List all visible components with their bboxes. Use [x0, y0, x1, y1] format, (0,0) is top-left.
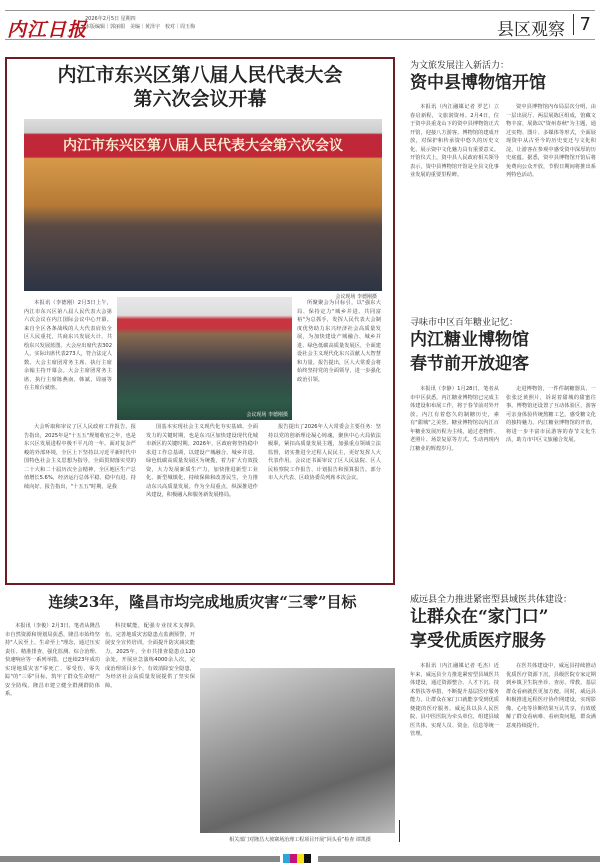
newspaper-logo: 内江日报 [7, 19, 88, 41]
lead-bottom-col-2: 国基本实现社会主义现代化夯实基础、全面发力的关键时期，也是东兴区加快建设现代化城市新区的关键时期。2026年，区政府将坚持稳中求进工作总基调，以建设产城融合、城乡并进、绿色低碳高质量发展区为统揽，着力扩大有效投资，大力发展新质生产力，加快推进新型工业化、新型城镇化，持续保障和改善民生，全力推动东兴高质量发展。作为全局重点，纵深推进作风建设，积极融入和服务新发展格局。 [146, 424, 258, 498]
issue-date: 2026年2月5日 星期四 [85, 16, 136, 22]
museum-headline: 资中县博物馆开馆 [410, 73, 546, 93]
health-headline-line2: 享受优质医疗服务 [410, 631, 546, 651]
lead-headline [7, 63, 393, 111]
lead-bottom-col-3: 报告提出了2026年人大常委会主要任务：坚持以党的创新理论凝心铸魂，聚焦中心大局依法履职，紧扣高质量发展主题，加强重点领域立法监督，切实推进全过程人民民主，更好发挥人大代表作用。会议还书面审议了区人民法院、区人民检察院工作报告、计划报告和预算报告。部分市人大代表、区政协委员列席本次会议。 [268, 424, 381, 481]
lead-headline-line1: 内江市东兴区第八届人民代表大会 [57, 64, 343, 86]
banner-text: 内江市东兴区第八届人民代表大会第六次会议 [63, 138, 343, 154]
longchang-col-2: 科技赋能，配强专业技术支撑队伍，完善地质灾害隐患点监测预警，开展安全宣传培训，全面提升防灾减灾能力。2025年，全市共排查隐患点120余处，开展应急演练4000余人次，完成治理项目多个，有效消除安全隐患，为经济社会高质量发展提供了坚实保障。 [105, 623, 195, 689]
sugar-headline-line1: 内江糖业博物馆 [410, 330, 529, 350]
issue-meta [85, 15, 195, 31]
photo-credit: 会议现场 李德刚摄 [335, 294, 377, 300]
health-col-1: 本报讯（内江融媒记者 毛杰）近年来，威远县全力推进紧密型县域医共体建设，通过资源整合、人才下沉、技术帮扶等举措，不断提升基层医疗服务能力，让群众在家门口就能享受到优质便捷的医疗服务。威远县以县人民医院、县中医医院为牵头单位，组建县域医共体，实现人员、资金、信息等统一管理。 [410, 663, 499, 737]
health-headline-line1: 让群众在“家门口” [410, 607, 549, 627]
magenta-swatch [290, 854, 297, 863]
page-number: 7 [573, 14, 591, 35]
lead-second-photo [117, 297, 292, 420]
divider [399, 820, 400, 842]
photo2-credit: 会议现场 李德刚摄 [246, 412, 288, 418]
museum-kicker: 为文旅发展注入新活力： [410, 61, 510, 71]
yellow-swatch [297, 854, 304, 863]
longchang-photo [200, 668, 395, 833]
lead-article [5, 57, 395, 585]
sugar-museum-article [410, 315, 596, 570]
lead-bottom-col-1: 大会听取和审议了区人民政府工作报告。报告指出，2025年是"十五五"规划收官之年，也是东兴区发展进程中极不平凡的一年。面对复杂严峻的外部环境，全区上下坚持以习近平新时代中国特色社会主义思想为指导，全面贯彻落实党的二十大和二十届历次全会精神，全区地区生产总值增长5.6%，经济运行总体平稳、稳中有进、持续向好。报告指出，"十五五"时期，是我 [24, 424, 136, 490]
lead-col-3: 所聚聚会为目标引，以"强东大局、保持定力"城乡并进、共同富裕"为总抓手，发挥人民代表大会制度优势助力东兴经济社会高质量发展，为加快建设产城融合、城乡并进、绿色低碳高质量发展区，全面建设社会主义现代化东兴贡献人大智慧和力量。报告提出，区人大常委会将始终坚持党的全面领导，进一步强化政治引领。 [297, 300, 381, 383]
museum-col-1: 本报讯（内江融媒记者 罗艺）立春启新程，文旅润资州。2月4日，位于资中县重龙山下的资中县博物馆正式开馆，迎接八方游客。博物馆的建成开放，对保护和传承资中悠久的历史文化、展示资中文化魅力具有重要意义。开馆仪式上，资中县人民政府相关领导表示，资中县博物馆开馆是全县文化事业发展的重要里程碑。 [410, 104, 499, 178]
print-bar-left [0, 856, 280, 862]
longchang-col-1: 本报讯（李俊）2月3日，笔者从隆昌市自然资源和规划局获悉，隆昌市始终坚持"人民至上、生命至上"理念，通过压实责任、精准排查、强化监测、综合治理、快速响应等一系列举措，已连续23年成功实现地质灾害"零死亡、零受伤、零失踪"的"三零"目标，筑牢了群众生命财产安全防线。隆昌市建立健全群测群防体系。 [5, 623, 100, 697]
sugar-kicker: 寻味市中区百年糖业记忆： [410, 318, 519, 328]
sugar-col-1: 本报讯（李静）1月28日，笔者从市中区获悉，内江糖业博物馆已完成主体建设和布展工作，将于春节前对外开放。内江有着悠久的制糖历史，素有"甜城"之美誉。糖业博物馆以内江百年糖业发展历程为主线，通过老物件、老照片、场景复原等方式，生动再现内江糖业的辉煌岁月。 [410, 386, 499, 452]
section-title: 县区观察 [497, 20, 565, 40]
longchang-headline: 连续23年，隆昌市均完成地质灾害“三零”目标 [48, 593, 357, 611]
longchang-photo-caption: 相关部门对隆昌大坡寨场治理工程项目开展“回头看”检查 谭凯摄 [229, 837, 371, 843]
sugar-col-2: 走进博物馆，一件件制糖器具、一张张泛黄照片，诉说着甜城的甜蜜往事。博物馆还设置了互动体验区，游客可亲身体验传统熬糖工艺，感受糖文化的独特魅力。内江糖业博物馆的开放，将进一步丰富市民游客的春节文化生活，助力市中区文旅融合发展。 [506, 386, 596, 443]
print-bar-right [318, 856, 600, 862]
health-article [410, 592, 596, 842]
cyan-swatch [283, 854, 290, 863]
lead-banner-photo [24, 119, 382, 291]
masthead [5, 10, 595, 40]
lead-col-1: 本报讯（李德刚）2月3日上午，内江市东兴区第八届人民代表大会第六次会议在内江国际会议中心开幕。来自全区各条战线的人大代表肩负全区人民重托，共商东兴发展大计，共绘东兴发展蓝图。大会应出席代表302人，实际出席代表273人，符合法定人数。大会主席团常务主席、执行主席余翰主持开幕会。大会主席团常务主席、执行主席陈燕南、韩斌、周丽等在主席台就座。 [24, 300, 112, 391]
black-swatch [304, 854, 311, 863]
museum-col-2: 资中县博物馆内布局层次分明，由一层出展厅、两层展陈区组成，馆藏文物丰富，展陈以"资州春秋"为主题，通过实物、图片、多媒体等形式，全面展现资中从古至今的历史变迁与文化积淀，让游客在参观中感受资中深厚的历史底蕴。据悉，资中县博物馆开馆后将免费向公众开放，节假日期间将推出系列特色活动。 [506, 104, 596, 178]
staff-credits: 本版编辑｜郭丽娟 美编｜黄泽宇 校对｜周玉梅 [85, 24, 196, 30]
health-col-2: 在医共体建设中，威远县持续推动优质医疗资源下沉，县级医院专家定期到乡镇卫生院坐诊、查房、带教，基层群众看病就医更加方便。同时，威远县积极推进远程医疗协作网建设，实现影像、心电等诊断结果互认共享，有效缓解了群众看病难、看病贵问题，群众满意度持续提升。 [506, 663, 596, 729]
health-kicker: 威远县全力推进紧密型县域医共体建设： [410, 595, 573, 605]
museum-article [410, 58, 596, 298]
sugar-headline-line2: 春节前开放迎客 [410, 354, 529, 374]
lead-headline-line2: 第六次会议开幕 [133, 88, 267, 110]
